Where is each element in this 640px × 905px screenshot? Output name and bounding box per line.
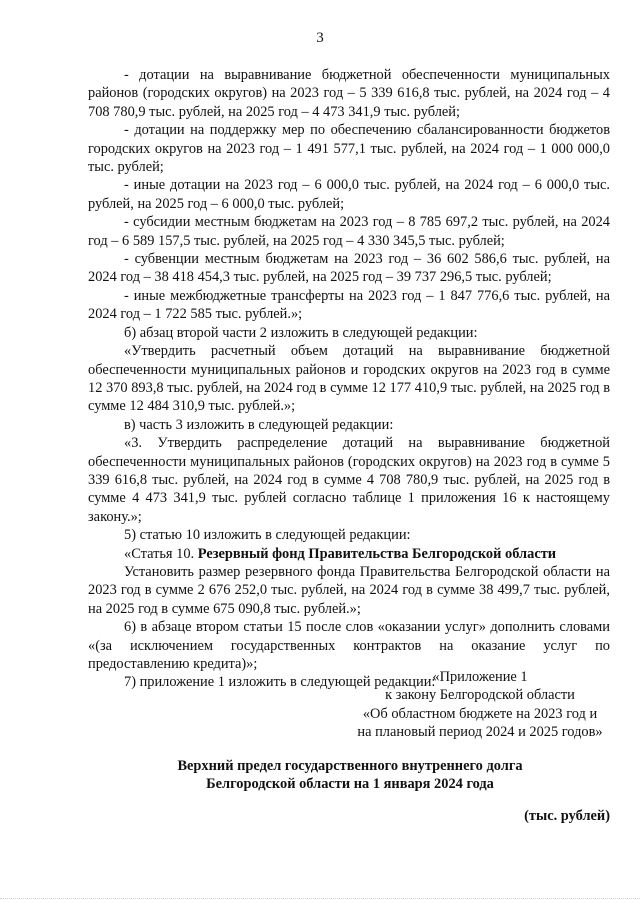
paragraph-other-dotations: - иные дотации на 2023 год – 6 000,0 тыс. рублей, на 2024 год – 6 000,0 тыс. рублей, на 2025 год – 6 000,0 тыс. рублей;	[88, 177, 610, 212]
paragraph-dotations-equalization: - дотации на выравнивание бюджетной обеспеченности муниципальных районов (городских округов) на 2023 год – 5 339 616,8 тыс. рублей, на 2024 год – 4 708 780,9 тыс. рублей, на 2025 год – 4 473 341,9 тыс. рублей;	[88, 67, 610, 120]
page-bottom-rule	[0, 898, 640, 899]
appendix-line: «Приложение 1	[432, 669, 528, 685]
article-prefix: «Статья 10.	[124, 545, 198, 562]
appendix-line: к закону Белгородской области	[385, 687, 575, 704]
article-title: Резервный фонд Правительства Белгородской области	[197, 545, 557, 562]
table-title-line: Верхний предел государственного внутреннего долга	[177, 758, 523, 774]
units-label: (тыс. рублей)	[524, 808, 610, 824]
paragraph-item-5: 5) статью 10 изложить в следующей редакции:	[124, 527, 411, 544]
appendix-header	[330, 668, 630, 742]
paragraph-calculated-volume: «Утвердить расчетный объем дотаций на выравнивание бюджетной обеспеченности муниципальных районов и городских округов на 2023 год в сумме 12 370 893,8 тыс. рублей, на 2024 год в сумме 12 177 410,9 тыс. рублей, на 2025 год в сумме 12 484 310,9 тыс. рублей.»;	[88, 343, 610, 415]
table-title-line: Белгородской области на 1 января 2024 года	[206, 776, 494, 793]
paragraph-item-6: 6) в абзаце втором статьи 15 после слов «оказании услуг» дополнить словами «(за исключением государственных контрактов на оказание услуг по предоставлению кредита)»;	[88, 619, 610, 672]
paragraph-subsidies: - субсидии местным бюджетам на 2023 год – 8 785 697,2 тыс. рублей, на 2024 год – 6 589 157,5 тыс. рублей, на 2025 год – 4 330 345,5 тыс. рублей;	[88, 214, 610, 249]
paragraph-item-7: 7) приложение 1 изложить в следующей редакции:	[124, 674, 436, 691]
document-body	[88, 66, 610, 692]
paragraph-dotations-balance: - дотации на поддержку мер по обеспечению сбалансированности бюджетов городских округов на 2023 год – 1 491 577,1 тыс. рублей, на 2024 год – 1 000 000,0 тыс. рублей;	[88, 122, 610, 176]
appendix-line: на плановый период 2024 и 2025 годов»	[357, 724, 603, 741]
paragraph-reserve-fund: Установить размер резервного фонда Правительства Белгородской области на 2023 год в сумме 2 676 252,0 тыс. рублей, на 2024 год в сумме 38 499,7 тыс. рублей, на 2025 год в сумме 675 090,8 тыс. рублей.»;	[88, 563, 610, 617]
table-title	[0, 757, 640, 794]
page-number: 3	[316, 30, 324, 46]
appendix-line: «Об областном бюджете на 2023 год и	[362, 705, 598, 722]
article-10-heading	[88, 545, 610, 563]
paragraph-other-transfers: - иные межбюджетные трансферты на 2023 год – 1 847 776,6 тыс. рублей, на 2024 год – 1 722 585 тыс. рублей.»;	[88, 287, 610, 323]
paragraph-item-b: б) абзац второй части 2 изложить в следующей редакции:	[124, 324, 478, 341]
paragraph-distribution: «3. Утвердить распределение дотаций на выравнивание бюджетной обеспеченности муниципальных районов (городских округов) на 2023 год в сумме 5 339 616,8 тыс. рублей, на 2024 год в сумме 4 708 780,9 тыс. рублей, на 2025 год в сумме 4 473 341,9 тыс. рублей согласно таблице 1 приложения 16 к настоящему закону.»;	[88, 435, 610, 525]
paragraph-item-v: в) часть 3 изложить в следующей редакции:	[124, 416, 394, 433]
paragraph-subventions: - субвенции местным бюджетам на 2023 год – 36 602 586,6 тыс. рублей, на 2024 год – 38 418 454,3 тыс. рублей, на 2025 год – 39 737 296,5 тыс. рублей;	[88, 251, 610, 286]
